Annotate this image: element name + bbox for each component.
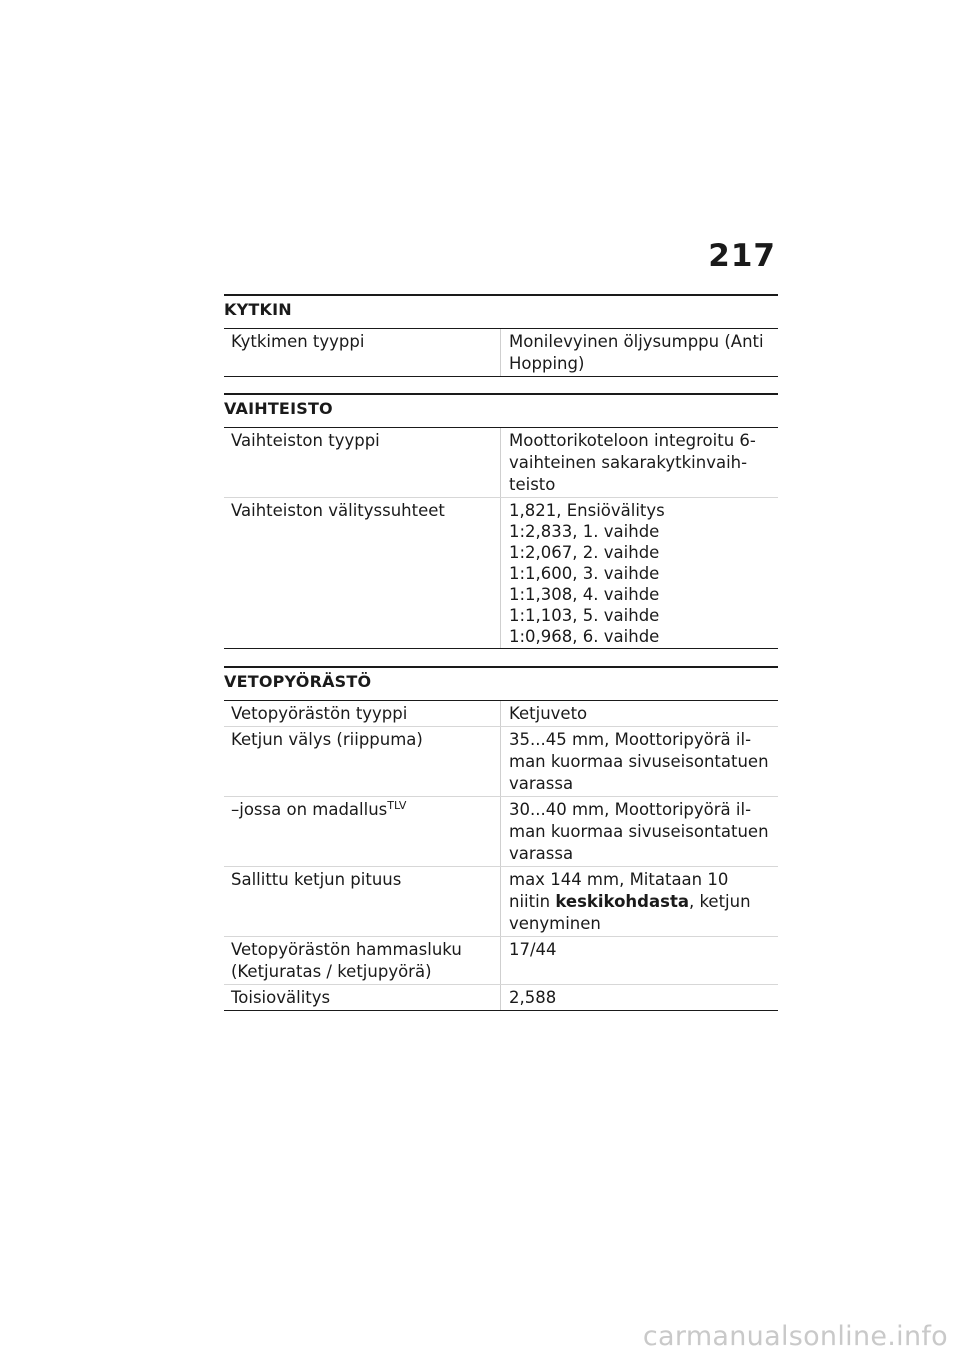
- table-row: [224, 985, 778, 1011]
- spec-label: Toisiovälitys: [224, 985, 501, 1011]
- value-line: 1:1,308, 4. vaihde: [509, 585, 660, 604]
- value-line: 35...45 mm, Moottoripyörä il-: [509, 730, 752, 749]
- spec-label: Kytkimen tyyppi: [224, 329, 501, 377]
- value-line: Ketjuveto: [509, 704, 588, 723]
- spec-value: [501, 985, 779, 1011]
- spec-table: [224, 701, 778, 1011]
- value-line: 17/44: [509, 940, 557, 959]
- value-line: 1:0,968, 6. vaihde: [509, 627, 660, 646]
- table-row: [224, 329, 778, 377]
- value-line: 2,588: [509, 988, 557, 1007]
- spec-value: [501, 727, 779, 797]
- label-superscript: TLV: [387, 799, 407, 812]
- value-line: varassa: [509, 774, 574, 793]
- table-row: [224, 701, 778, 727]
- spec-label: [224, 797, 501, 867]
- value-line: max 144 mm, Mitataan 10: [509, 870, 729, 889]
- table-row: [224, 867, 778, 937]
- value-line: varassa: [509, 844, 574, 863]
- section-title: VAIHTEISTO: [224, 395, 778, 428]
- spec-value: [501, 797, 779, 867]
- value-line: Hopping): [509, 354, 585, 373]
- page-number: 217: [708, 238, 776, 274]
- label-line: (Ketjuratas / ketjupyörä): [231, 962, 432, 981]
- section-title: VETOPYÖRÄSTÖ: [224, 668, 778, 701]
- table-row: [224, 428, 778, 498]
- label-line: Vetopyörästön hammasluku: [231, 940, 462, 959]
- value-line: Moottorikoteloon integroitu 6-: [509, 431, 756, 450]
- spec-label: Vetopyörästön tyyppi: [224, 701, 501, 727]
- spec-value: [501, 937, 779, 985]
- spec-value: [501, 329, 779, 377]
- spec-value: [501, 701, 779, 727]
- value-line: 1:1,103, 5. vaihde: [509, 606, 660, 625]
- spec-label: Vaihteiston välityssuhteet: [224, 498, 501, 649]
- section-vetopyorasto: [224, 666, 778, 1011]
- value-text: niitin: [509, 892, 556, 911]
- value-line: venyminen: [509, 914, 601, 933]
- value-line: 1:1,600, 3. vaihde: [509, 564, 660, 583]
- value-line: man kuormaa sivuseisontatuen: [509, 822, 769, 841]
- spec-label: Vaihteiston tyyppi: [224, 428, 501, 498]
- watermark: carmanualsonline.info: [642, 1321, 948, 1352]
- section-title: KYTKIN: [224, 296, 778, 329]
- spec-label: Sallittu ketjun pituus: [224, 867, 501, 937]
- section-kytkin: [224, 294, 778, 377]
- table-row: [224, 498, 778, 649]
- value-line: 1,821, Ensiövälitys: [509, 501, 665, 520]
- value-line: 1:2,067, 2. vaihde: [509, 543, 660, 562]
- value-line: [509, 891, 772, 913]
- table-row: [224, 727, 778, 797]
- spec-table: [224, 428, 778, 649]
- value-line: 30...40 mm, Moottoripyörä il-: [509, 800, 752, 819]
- section-vaihteisto: [224, 393, 778, 649]
- spec-value: [501, 428, 779, 498]
- spec-table: [224, 329, 778, 377]
- label-text: –jossa on madallus: [231, 800, 388, 819]
- value-line: vaihteinen sakarakytkinvaih-: [509, 453, 748, 472]
- value-line: teisto: [509, 475, 556, 494]
- spec-label: Ketjun välys (riippuma): [224, 727, 501, 797]
- value-emphasis: keskikohdasta: [555, 892, 689, 911]
- value-line: man kuormaa sivuseisontatuen: [509, 752, 769, 771]
- table-row: [224, 937, 778, 985]
- spec-value: [501, 498, 779, 649]
- table-row: [224, 797, 778, 867]
- spec-value: [501, 867, 779, 937]
- value-text: , ketjun: [688, 892, 751, 911]
- spec-label: [224, 937, 501, 985]
- value-line: 1:2,833, 1. vaihde: [509, 522, 660, 541]
- value-line: Monilevyinen öljysumppu (Anti: [509, 332, 764, 351]
